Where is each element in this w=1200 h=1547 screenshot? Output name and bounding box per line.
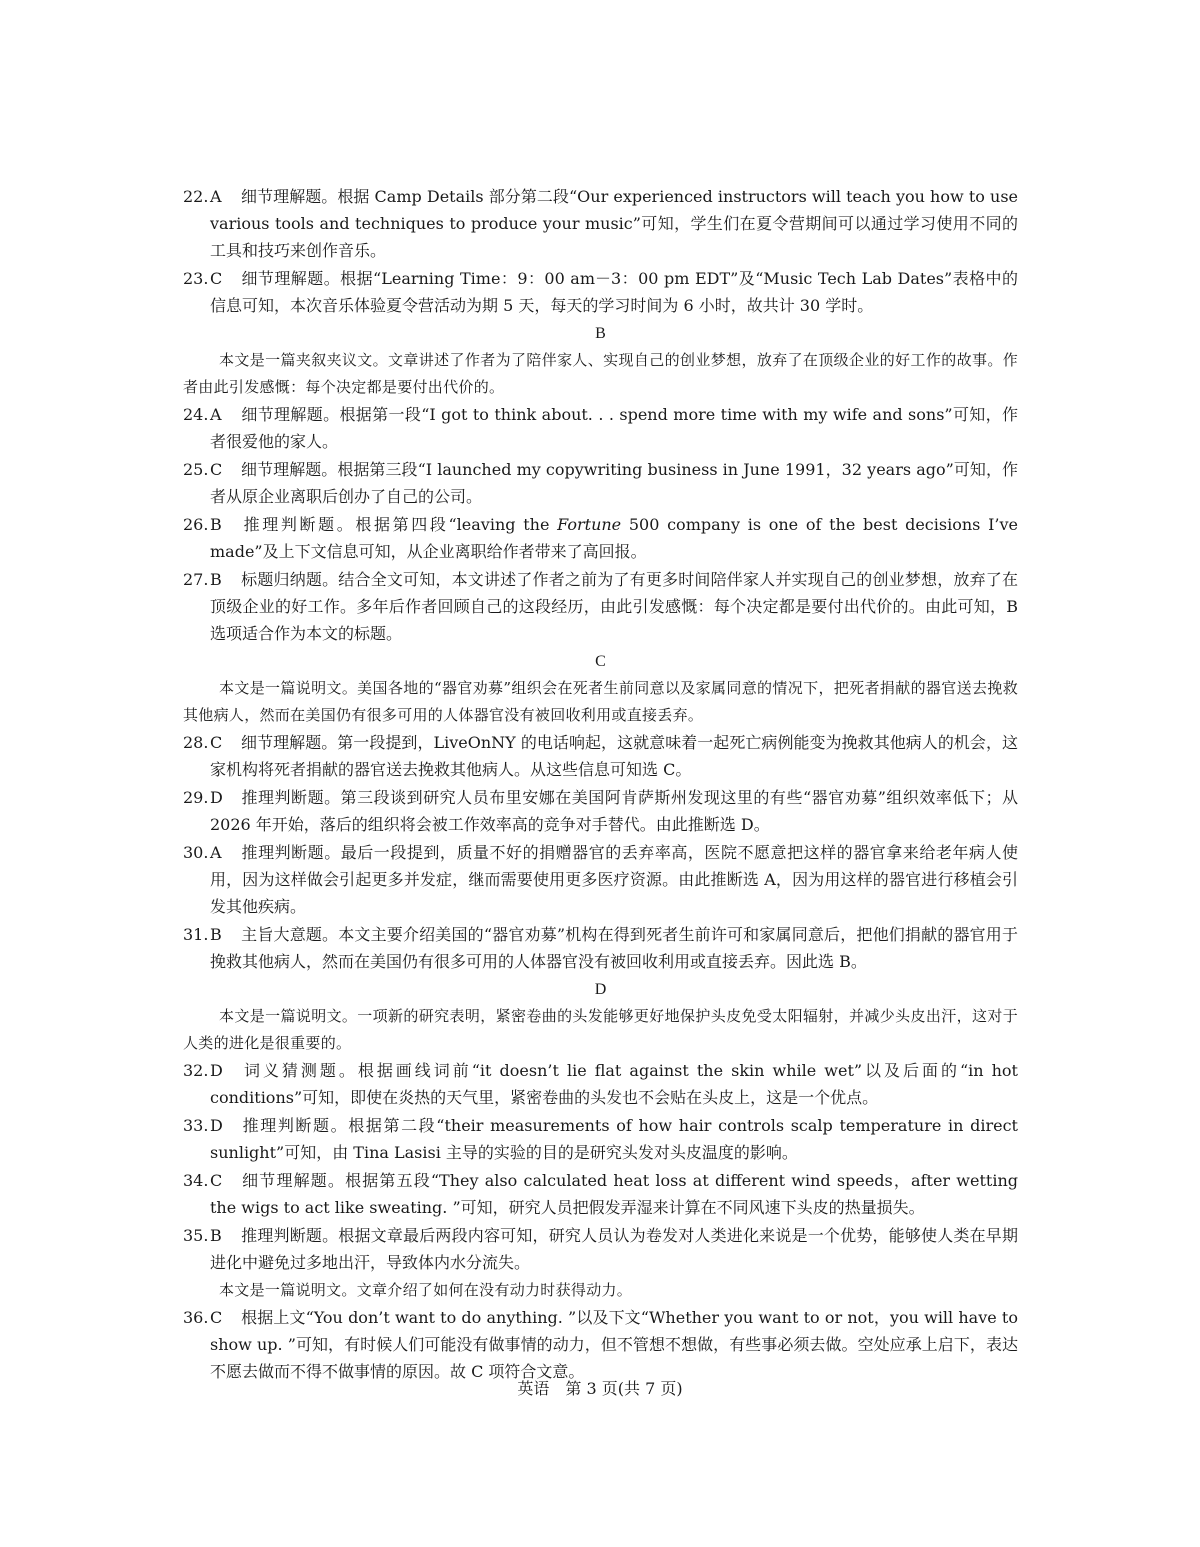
answer-item-24: 24.A 细节理解题。根据第一段“I got to think about. . . spend more time with my wife and sons”可知，作者很爱他的家人。 bbox=[183, 405, 1018, 451]
answer-item-29: 29.D 推理判断题。第三段谈到研究人员布里安娜在美国阿肯萨斯州发现这里的有些“器官劝募”组织效率低下；从 2026 年开始，落后的组织将会被工作效率高的竞争对手替代。由此推断选 D。 bbox=[183, 788, 1018, 834]
answer-item-22: 22.A 细节理解题。根据 Camp Details 部分第二段“Our experienced instructors will teach you how to use various tools and techniques to produce your music”可知，学生们在夏令营期间可以通过学习使用不同的工具和技巧来创作音乐。 bbox=[183, 187, 1018, 260]
answer-item-23: 23.C 细节理解题。根据“Learning Time：9：00 am－3：00 pm EDT”及“Music Tech Lab Dates”表格中的信息可知，本次音乐体验夏令营活动为期 5 天，每天的学习时间为 6 小时，故共计 30 学时。 bbox=[183, 269, 1018, 315]
section-heading-b: B bbox=[595, 325, 606, 342]
section-heading-d: D bbox=[594, 981, 607, 998]
section-heading-c: C bbox=[595, 653, 606, 670]
page-footer: 英语 第 3 页(共 7 页) bbox=[517, 1379, 683, 1398]
answer-item-27: 27.B 标题归纳题。结合全文可知，本文讲述了作者之前为了有更多时间陪伴家人并实现自己的创业梦想，放弃了在顶级企业的好工作。多年后作者回顾自己的这段经历，由此引发感慨：每个决定都是要付出代价的。由此可知，B 选项适合作为本文的标题。 bbox=[183, 570, 1018, 643]
answer-item-26: 26.B 推理判断题。根据第四段“leaving the Fortune 500 company is one of the best decisions I’ve made”及上下文信息可知，从企业离职给作者带来了高回报。 bbox=[183, 515, 1018, 561]
answer-item-33: 33.D 推理判断题。根据第二段“their measurements of how hair controls scalp temperature in direct sunlight”可知，由 Tina Lasisi 主导的实验的目的是研究头发对头皮温度的影响。 bbox=[183, 1116, 1018, 1162]
answer-item-32: 32.D 词义猜测题。根据画线词前“it doesn’t lie flat against the skin while wet”以及后面的“in hot conditions”可知，即使在炎热的天气里，紧密卷曲的头发也不会贴在头皮上，这是一个优点。 bbox=[183, 1061, 1018, 1107]
passage-summary-c: 本文是一篇说明文。美国各地的“器官劝募”组织会在死者生前同意以及家属同意的情况下，把死者捐献的器官送去挽救其他病人，然而在美国仍有很多可用的人体器官没有被回收利用或直接丢弃。 bbox=[183, 679, 1018, 724]
answer-item-35: 35.B 推理判断题。根据文章最后两段内容可知，研究人员认为卷发对人类进化来说是一个优势，能够使人类在早期进化中避免过多地出汗，导致体内水分流失。 bbox=[183, 1226, 1018, 1272]
answer-item-31: 31.B 主旨大意题。本文主要介绍美国的“器官劝募”机构在得到死者生前许可和家属同意后，把他们捐献的器官用于挽救其他病人，然而在美国仍有很多可用的人体器官没有被回收利用或直接丢弃。因此选 B。 bbox=[183, 925, 1018, 971]
passage-summary-d: 本文是一篇说明文。一项新的研究表明，紧密卷曲的头发能够更好地保护头皮免受太阳辐射，并减少头皮出汗，这对于人类的进化是很重要的。 bbox=[183, 1007, 1018, 1052]
answer-explanations bbox=[183, 183, 1018, 1386]
passage-summary-b: 本文是一篇夹叙夹议文。文章讲述了作者为了陪伴家人、实现自己的创业梦想，放弃了在顶级企业的好工作的故事。作者由此引发感慨：每个决定都是要付出代价的。 bbox=[183, 351, 1018, 396]
answer-item-34: 34.C 细节理解题。根据第五段“They also calculated heat loss at different wind speeds，after wetting the wigs to act like sweating. ”可知，研究人员把假发弄湿来计算在不同风速下头皮的热量损失。 bbox=[183, 1171, 1018, 1217]
answer-item-30: 30.A 推理判断题。最后一段提到，质量不好的捐赠器官的丢弃率高，医院不愿意把这样的器官拿来给老年病人使用，因为这样做会引起更多并发症，继而需要使用更多医疗资源。由此推断选 A，因为用这样的器官进行移植会引发其他疾病。 bbox=[183, 843, 1018, 916]
answer-item-36: 36.C 根据上文“You don’t want to do anything. ”以及下文“Whether you want to or not，you will have to show up. ”可知，有时候人们可能没有做事情的动力，但不管想不想做，有些事必须去做。空处应承上启下，表达不愿去做而不得不做事情的原因。故 C 项符合文意。 bbox=[183, 1308, 1018, 1381]
answer-item-25: 25.C 细节理解题。根据第三段“I launched my copywriting business in June 1991，32 years ago”可知，作者从原企业离职后创办了自己的公司。 bbox=[183, 460, 1018, 506]
answer-item-28: 28.C 细节理解题。第一段提到，LiveOnNY 的电话响起，这就意味着一起死亡病例能变为挽救其他病人的机会，这家机构将死者捐献的器官送去挽救其他病人。从这些信息可知选 C。 bbox=[183, 733, 1018, 779]
passage-summary-cloze: 本文是一篇说明文。文章介绍了如何在没有动力时获得动力。 bbox=[219, 1281, 633, 1299]
italic-fortune: Fortune bbox=[557, 515, 622, 534]
